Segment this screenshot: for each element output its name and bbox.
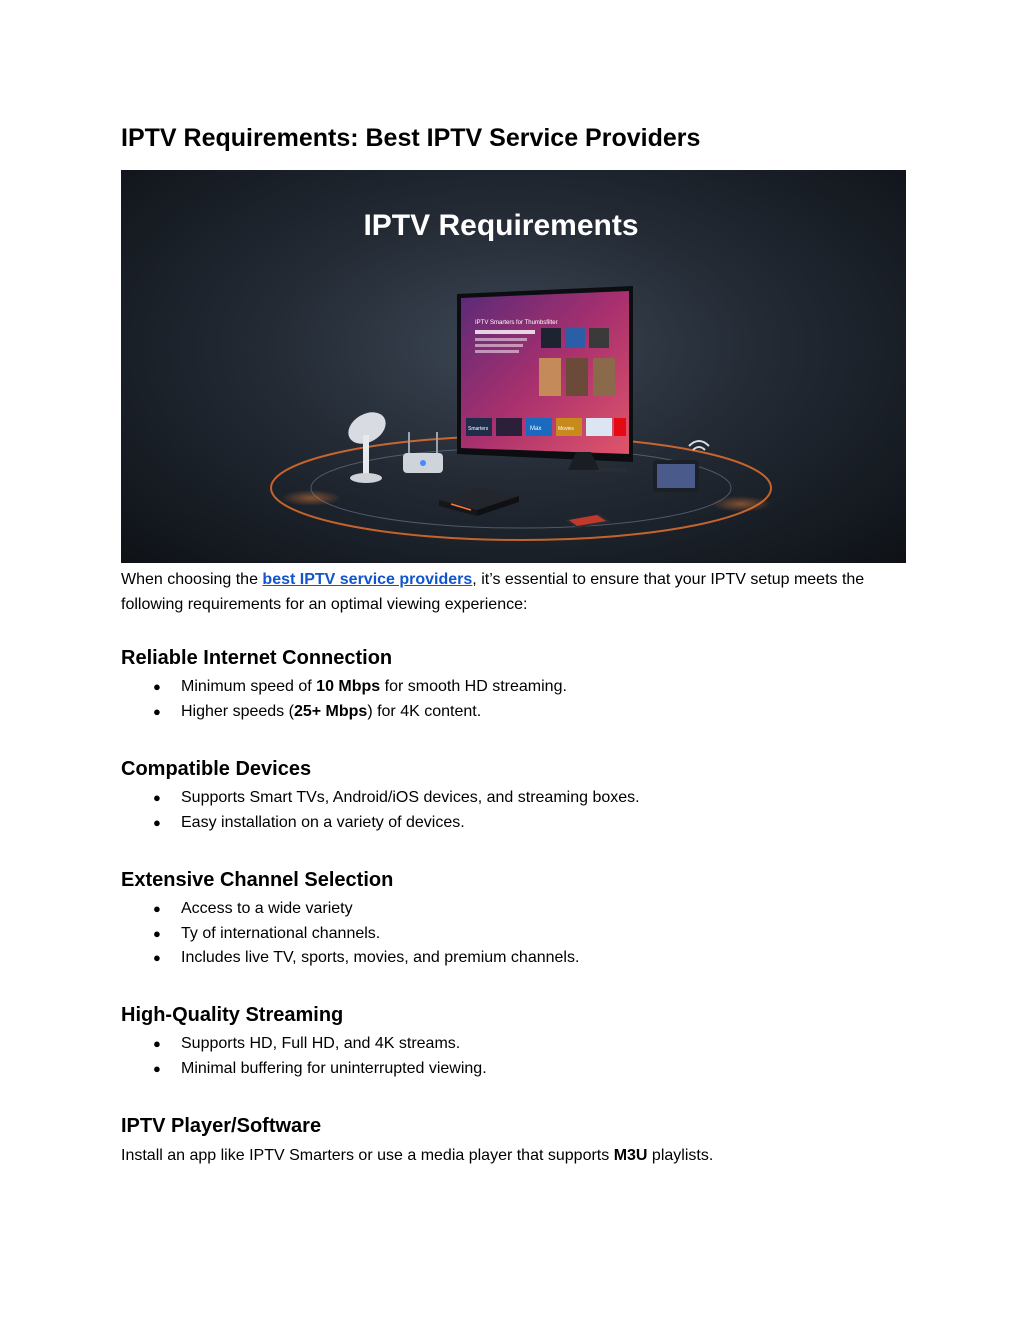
bullet-icon: ● [153, 1060, 161, 1076]
list-item [121, 897, 911, 922]
bullet-text: for smooth HD streaming. [380, 678, 567, 695]
player-paragraph [121, 1144, 911, 1169]
intro-text-before: When choosing the [121, 571, 263, 588]
bullet-icon: ● [153, 925, 161, 941]
bullet-text: Easy installation on a variety of devices. [181, 813, 465, 831]
list-item [121, 922, 911, 947]
section-heading: IPTV Player/Software [121, 1115, 322, 1137]
section-internet [121, 643, 911, 724]
bullet-text: Higher speeds ( [181, 702, 294, 720]
intro-paragraph [121, 568, 911, 617]
bullet-text: Supports HD, Full HD, and 4K streams. [181, 1035, 461, 1052]
list-item [121, 1032, 911, 1057]
bullet-icon: ● [153, 814, 161, 830]
bullet-bold-text: 10 Mbps [316, 678, 381, 695]
section-heading: High-Quality Streaming [121, 1004, 344, 1026]
bullet-text: ) for 4K content. [367, 702, 482, 720]
paragraph-text: Install an app like IPTV Smarters or use a media player that supports [121, 1147, 614, 1164]
list-item [121, 700, 911, 725]
section-heading: Extensive Channel Selection [121, 869, 394, 891]
list-item [121, 811, 911, 836]
bullet-text: Supports Smart TVs, Android/iOS devices, and streaming boxes. [181, 789, 640, 806]
bullet-list [121, 897, 911, 971]
bullet-text: Minimum speed of [181, 678, 317, 695]
bullet-icon: ● [153, 679, 161, 694]
bullet-icon: ● [153, 703, 161, 719]
section-channels [121, 865, 911, 971]
list-item [121, 675, 911, 700]
bullet-list [121, 675, 911, 724]
hero-illustration [121, 170, 906, 563]
bullet-list [121, 1032, 911, 1081]
tv-illustration [457, 286, 633, 472]
bullet-list [121, 786, 911, 835]
intro-text-after: , it’s essential to ensure that your IPTV setup meets the following requirements for an optimal viewing experience: [121, 571, 865, 613]
list-item [121, 786, 911, 811]
paragraph-bold-text: M3U [613, 1147, 648, 1164]
tile-label-smarters: Smarters [468, 426, 489, 432]
bullet-text: Minimal buffering for uninterrupted viewing. [181, 1059, 487, 1077]
bullet-icon: ● [153, 950, 161, 965]
best-iptv-providers-link[interactable]: best IPTV service providers [262, 571, 473, 588]
list-item [121, 1057, 911, 1082]
section-heading: Reliable Internet Connection [121, 647, 393, 669]
tablet-illustration [565, 514, 611, 528]
bullet-icon: ● [153, 1036, 161, 1051]
bullet-text: Ty of international channels. [181, 924, 381, 942]
tile-label-movies: Movies [558, 426, 574, 432]
list-item [121, 946, 911, 971]
section-heading: Compatible Devices [121, 758, 312, 780]
bullet-text: Includes live TV, sports, movies, and premium channels. [181, 949, 580, 966]
tile-label-max: Max [530, 426, 542, 432]
section-player [121, 1111, 911, 1169]
bullet-bold-text: 25+ Mbps [293, 702, 368, 720]
bullet-icon: ● [153, 901, 161, 916]
hero-image [121, 170, 906, 563]
section-quality [121, 1000, 911, 1081]
page-title: IPTV Requirements: Best IPTV Service Providers [121, 124, 701, 152]
section-devices [121, 754, 911, 835]
bullet-text: Access to a wide variety [181, 900, 353, 917]
set-top-box-illustration [439, 488, 519, 516]
bullet-icon: ● [153, 790, 161, 805]
tv-headline: IPTV Smarters for Thumbsfilter [475, 320, 558, 326]
hero-overlay-title: IPTV Requirements [363, 209, 639, 242]
paragraph-text: playlists. [647, 1147, 714, 1164]
